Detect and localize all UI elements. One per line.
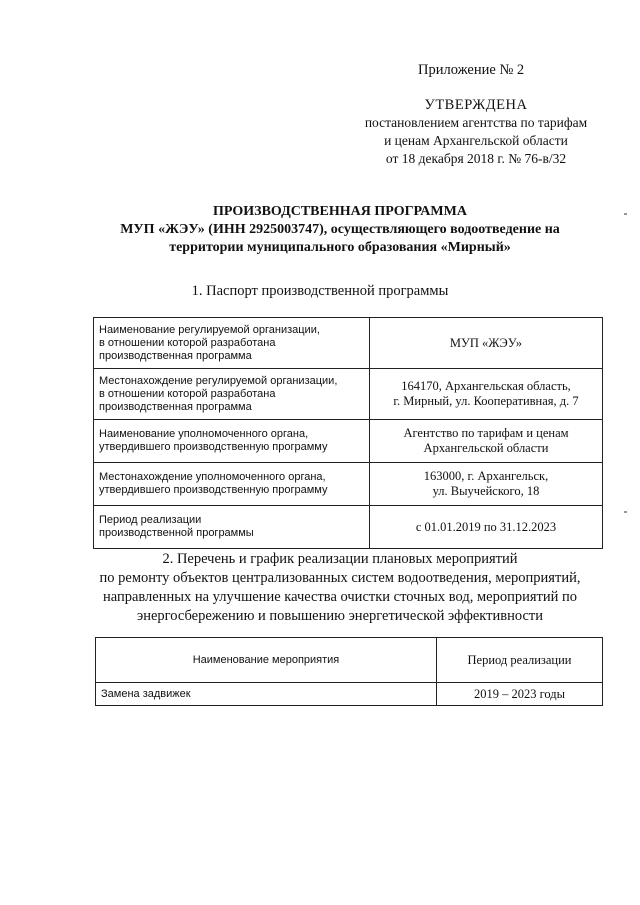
table-row: [94, 318, 603, 369]
label-line: в отношении которой разработана: [99, 336, 276, 349]
approval-line: постановлением агентства по тарифам: [364, 115, 588, 130]
label-line: производственная программа: [99, 400, 252, 413]
label-line: производственная программа: [99, 349, 252, 362]
passport-label: [94, 420, 370, 463]
table-row: [94, 420, 603, 463]
table-row: [96, 683, 603, 706]
heading-line: направленных на улучшение качества очистки сточных вод, мероприятий по: [102, 589, 578, 605]
table-row: [94, 463, 603, 506]
passport-label: [94, 369, 370, 420]
label-line: Наименование уполномоченного органа,: [99, 428, 309, 440]
value-line: 163000, г. Архангельск,: [423, 469, 549, 483]
passport-value: [370, 369, 603, 420]
value-line: Архангельской области: [423, 441, 549, 455]
approval-stamp: [340, 96, 612, 168]
column-header: Период реализации: [437, 638, 603, 683]
heading-line: по ремонту объектов централизованных систем водоотведения, мероприятий,: [99, 570, 581, 586]
approval-heading: УТВЕРЖДЕНА: [424, 97, 528, 113]
label-line: утвердившего производственную программу: [99, 441, 328, 453]
table-row: [94, 369, 603, 420]
scan-edge-mark: [624, 511, 627, 513]
value-line: Агентство по тарифам и ценам: [403, 426, 569, 440]
passport-label: [94, 463, 370, 506]
label-line: в отношении которой разработана: [99, 387, 276, 400]
value-line: 164170, Архангельская область,: [401, 379, 571, 393]
passport-value: [370, 463, 603, 506]
table-header-row: [96, 638, 603, 683]
column-header: Наименование мероприятия: [96, 638, 437, 683]
section1-heading: 1. Паспорт производственной программы: [191, 283, 449, 299]
label-line: Период реализации: [99, 514, 202, 526]
approval-line: и ценам Архангельской области: [384, 133, 568, 148]
events-table: [95, 637, 603, 706]
heading-line: 2. Перечень и график реализации плановых мероприятий: [162, 551, 518, 567]
label-line: Местонахождение регулируемой организации,: [99, 374, 338, 387]
value-line: с 01.01.2019 по 31.12.2023: [415, 519, 557, 534]
event-name-cell: Замена задвижек: [96, 683, 437, 706]
title-line: МУП «ЖЭУ» (ИНН 2925003747), осуществляющего водоотведение на: [120, 222, 560, 237]
passport-value: [370, 318, 603, 369]
event-period-cell: 2019 – 2023 годы: [437, 683, 603, 706]
label-line: производственной программы: [99, 527, 254, 539]
passport-value: [370, 506, 603, 549]
appendix-number: Приложение № 2: [418, 62, 525, 78]
passport-value: [370, 420, 603, 463]
heading-line: энергосбережению и повышению энергетической эффективности: [137, 608, 543, 624]
table-row: [94, 506, 603, 549]
title-line: ПРОИЗВОДСТВЕННАЯ ПРОГРАММА: [213, 204, 467, 219]
passport-label: [94, 506, 370, 549]
document-title: [40, 203, 640, 257]
value-line: МУП «ЖЭУ»: [449, 335, 523, 350]
label-line: Наименование регулируемой организации,: [99, 323, 320, 336]
passport-table: [93, 317, 603, 549]
label-line: Местонахождение уполномоченного органа,: [99, 471, 326, 483]
label-line: утвердившего производственную программу: [99, 484, 328, 496]
value-line: ул. Выучейского, 18: [432, 484, 540, 498]
section2-heading: [40, 550, 640, 626]
approval-line: от 18 декабря 2018 г. № 76-в/32: [385, 151, 567, 166]
value-line: г. Мирный, ул. Кооперативная, д. 7: [393, 394, 579, 408]
passport-label: [94, 318, 370, 369]
title-line: территории муниципального образования «Мирный»: [169, 240, 511, 255]
scan-edge-mark: [624, 213, 627, 215]
